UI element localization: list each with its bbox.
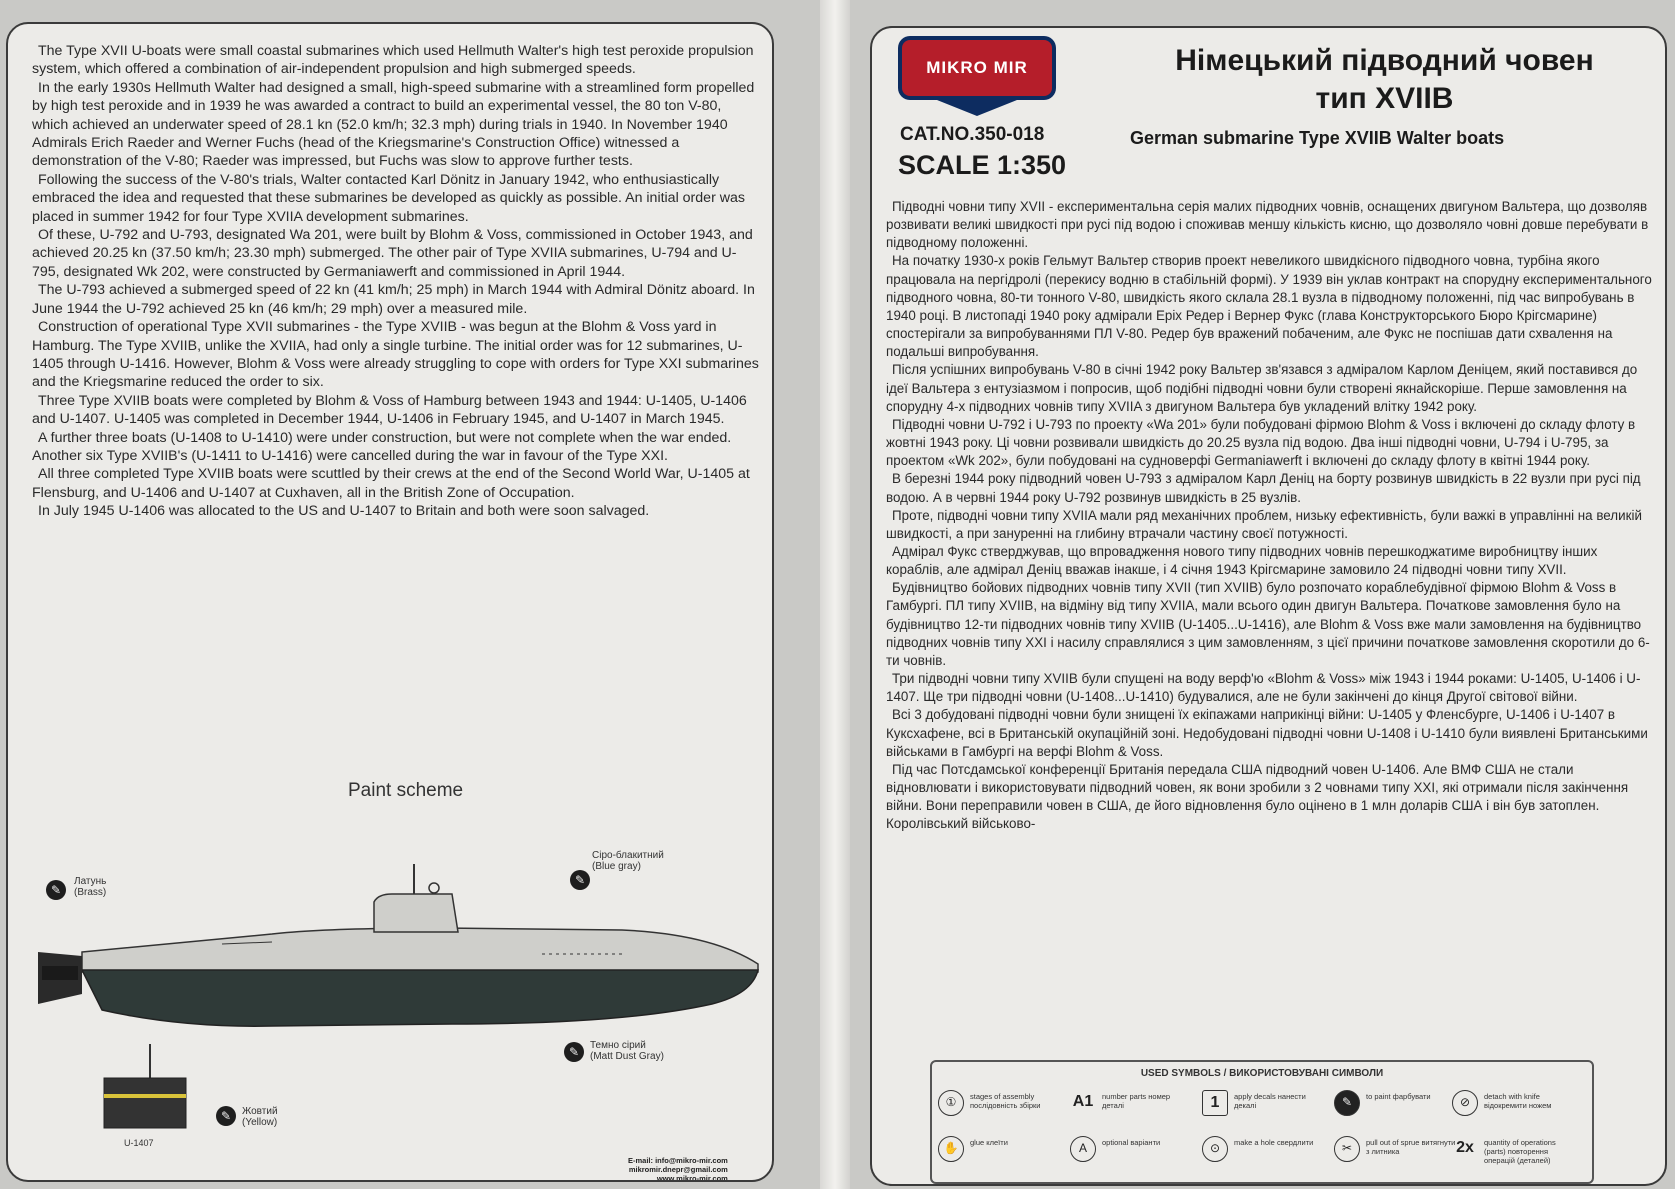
symbol-part-number: A1 number parts номер деталі bbox=[1070, 1088, 1220, 1118]
hull-upper bbox=[82, 928, 758, 972]
symbol-glue: ✋ glue клеїти bbox=[938, 1134, 1088, 1164]
legend-darkgray: Темно сірий (Matt Dust Gray) bbox=[590, 1040, 664, 1062]
paint-dot-brass: ✎ bbox=[46, 880, 66, 900]
mikro-mir-logo: MIKRO MIR bbox=[902, 40, 1052, 96]
quantity-icon: 2x bbox=[1456, 1139, 1474, 1156]
paragraph: The U-793 achieved a submerged speed of 22 kn (41 km/h; 25 mph) in March 1944 with Admiral Dönitz aboard. In June 1944 the U-792 achieved 25 kn (46 km/h; 29 mph) over a measured mile. bbox=[32, 282, 755, 317]
glue-icon: ✋ bbox=[938, 1136, 964, 1162]
antenna-ring bbox=[429, 883, 439, 893]
used-symbols-box bbox=[930, 1060, 1594, 1184]
paint-dot-bluegray: ✎ bbox=[570, 870, 590, 890]
english-text bbox=[32, 42, 760, 521]
decal-icon: 1 bbox=[1202, 1090, 1228, 1116]
symbol-quantity: 2x quantity of operations (parts) повторення операцій (деталей) bbox=[1452, 1134, 1602, 1164]
paragraph: In July 1945 U-1406 was allocated to the US and U-1407 to Britain and both were soon salvaged. bbox=[38, 503, 650, 520]
optional-icon: A bbox=[1070, 1136, 1096, 1162]
stage-icon: ① bbox=[938, 1090, 964, 1116]
paragraph: A further three boats (U-1408 to U-1410) were under construction, but were not complete when the war ended. Another six Type XVIIB's (U-1411 to U-1416) were cancelled during the war in favour of the Type XXI. bbox=[32, 429, 732, 464]
legend-yellow: Жовтий (Yellow) bbox=[242, 1106, 278, 1128]
paragraph: Будівництво бойових підводних човнів типу XVII (тип XVIIB) було розпочато кораблебудівної фірмою Blohm & Voss в Гамбургі. ПЛ типу XVIIB, на відміну від типу XVIIA, мали всього один двигун Вальтера. Початкове замовлення було на будівництво 12-ти підводних човнів типу XVIIB (U-1405...U-1416), але Blohm & Voss вже мали замовлення на будівництво підводних човнів типу XXI і насилу справлялися з цим замовленням, з цієї причини початкове замовлення скоротили до 6-ти човнів. bbox=[886, 580, 1650, 668]
symbol-decals: 1 apply decals нанести декалі bbox=[1202, 1088, 1352, 1118]
contact-info: E-mail: info@mikro-mir.com mikromir.dnepr@gmail.com www.mikro-mir.com bbox=[628, 1156, 728, 1182]
paragraph: In the early 1930s Hellmuth Walter had designed a small, high-speed submarine with a streamlined form propelled by high test peroxide and in 1939 he was awarded a contract to build an experimental vessel, the 80 ton V-80, which achieved an underwater speed of 28.1 kn (52.0 km/h; 32.3 mph) during trials in 1940. In November 1940 Admirals Erich Raeder and Werner Fuchs (head of the Kriegsmarine's Construction Office) witnessed a demonstration of the V-80; Raeder was impressed, but Fuchs was slow to approve further tests. bbox=[32, 79, 755, 170]
paint-dot-yellow: ✎ bbox=[216, 1106, 236, 1126]
paragraph: Після успішних випробувань V-80 в січні 1942 року Вальтер зв'язався з адміралом Карлом Деніцем, який поставився до ідеї Вальтера з ентузіазмом і попросив, щоб подібні підводні човни були створені якнайскоріше. Перше замовлення на спорудну 4-х підводних човнів типу XVIIA з двигуном Вальтера був укладений влітку 1942 року. bbox=[886, 362, 1638, 414]
symbols-title: USED SYMBOLS / ВИКОРИСТОВУВАНІ СИМВОЛИ bbox=[1140, 1068, 1384, 1079]
symbol-optional: A optional варіанти bbox=[1070, 1134, 1220, 1164]
paragraph: Construction of operational Type XVII submarines - the Type XVIIB - was begun at the Blohm & Voss yard in Hamburg. The Type XVIIB, unlike the XVIIA, had only a single turbine. The initial order was for 12 submarines, U-1405 through U-1416. However, Blohm & Voss were already struggling to cope with orders for Type XXI submarines and the Kriegsmarine reduced the order to six. bbox=[32, 319, 759, 391]
paint-icon: ✎ bbox=[1334, 1090, 1360, 1116]
symbol-sprue: ✂ pull out of sprue витягнути з литника bbox=[1334, 1134, 1484, 1164]
legend-bluegray: Сіро-блакитний (Blue gray) bbox=[592, 850, 664, 872]
knife-icon: ⊘ bbox=[1452, 1090, 1478, 1116]
catalog-number: CAT.NO.350-018 bbox=[900, 124, 1045, 145]
conning-tower-inset bbox=[98, 1042, 198, 1134]
symbol-stages: ① stages of assembly послідовність збірки bbox=[938, 1088, 1088, 1118]
logo-ribbon bbox=[927, 96, 1027, 116]
paragraph: Following the success of the V-80's trials, Walter contacted Karl Dönitz in January 1942, who enthusiastically embraced the idea and requested that these submarines be developed as quickly as possible. An initial order was placed in summer 1942 for four Type XVIIA development submarines. bbox=[32, 171, 745, 225]
paragraph: Під час Потсдамської конференції Британія передала США підводний човен U-1406. Але ВМФ США не стали відновлювати і використовувати підводний човен, як вони зробили з 2 човнами типу XXI, які отримали після закінчення війни. Вони переправили човен в США, де його відновлення було оцінено в 1 млн доларів США і він був затоплен. Королівський військово- bbox=[886, 761, 1629, 832]
symbol-paint: ✎ to paint фарбувати bbox=[1334, 1088, 1484, 1118]
paragraph: Адмірал Фукс стверджував, що впровадження нового типу підводних човнів перешкоджатиме виробництву інших кораблів, але адмірал Деніц вважав інакше, і 4 січня 1943 Крігсмарине замовило 24 підводні човни типу XVII. bbox=[886, 543, 1598, 578]
paragraph: The Type XVII U-boats were small coastal submarines which used Hellmuth Walter's high test peroxide propulsion system, which offered a combination of air-independent propulsion and high submerged speeds. bbox=[32, 43, 754, 78]
scale: SCALE 1:350 bbox=[898, 150, 1067, 180]
paragraph: Of these, U-792 and U-793, designated Wa 201, were built by Blohm & Voss, commissioned in October 1943, and achieved 20.25 kn (37.50 km/h; 23.30 mph) submerged. The other pair of Type XVIIA submarines, U-794 and U-795, designated Wk 202, were constructed by Germaniawerft and commissioned in April 1944. bbox=[32, 227, 753, 280]
paragraph: Всі 3 добудовані підводні човни були знищені їх екіпажами наприкінці війни: U-1405 у Фленсбурге, U-1406 і U-1407 в Куксхафене, всі в Британській окупаційній зоні. Недобудовані підводні човни U-1408 і U-1410 були виявлені Британськими військами в Гамбургі на верфі Blohm & Voss. bbox=[886, 707, 1648, 759]
paragraph: All three completed Type XVIIB boats were scuttled by their crews at the end of the Second World War, U-1405 at Flensburg, and U-1406 and U-1407 at Cuxhaven, all in the British Zone of Occupation. bbox=[32, 466, 750, 501]
paragraph: Три підводні човни типу XVIIB були спущені на воду верф'ю «Blohm & Voss» між 1943 і 1944 роками: U-1405, U-1406 і U-1407. Ще три підводні човни (U-1408...U-1410) будувалися, але не були закінчені до кінця Другої світової війни. bbox=[886, 671, 1641, 705]
paragraph: В березні 1944 року підводний човен U-793 з адміралом Карл Деніц на борту розвинув швидкість в 22 вузли при русі під водою. А в червні 1944 року U-792 розвинув швидкість в 25 вузлів. bbox=[886, 471, 1641, 505]
part-number-icon: A1 bbox=[1072, 1093, 1094, 1110]
conning-tower bbox=[374, 894, 458, 932]
symbol-drill: ⊙ make a hole свердлити bbox=[1202, 1134, 1352, 1164]
paragraph: Підводні човни U-792 і U-793 по проекту «Wa 201» були побудовані фірмою Blohm & Voss і включені до складу флоту в жовтні 1943 року. Ці човни розвивали швидкість до 20.25 вузла під водою. Два інші підводні човни, U-794 і U-795, за проектом «Wk 202», були побудовані на судноверфі Germaniawerft і включені до складу флоту в квітні 1944 року. bbox=[886, 416, 1636, 469]
paint-scheme-title: Paint scheme bbox=[348, 780, 464, 801]
symbol-knife: ⊘ detach with knife відокремити ножем bbox=[1452, 1088, 1602, 1118]
paint-dot-darkgray: ✎ bbox=[564, 1042, 584, 1062]
legend-brass: Латунь (Brass) bbox=[74, 876, 107, 898]
ukrainian-text bbox=[886, 198, 1654, 833]
paragraph: Three Type XVIIB boats were completed by Blohm & Voss of Hamburg between 1943 and 1944: U-1405, U-1406 and U-1407. U-1405 was completed in December 1944, U-1406 in February 1945, and U-1407 in March 1945. bbox=[32, 392, 747, 428]
paragraph: Проте, підводні човни типу XVIIA мали ряд механічних проблем, низьку ефективність, були важкі в управлінні на великій швидкості, а при зануренні на глибину втрачали частину своєї потужності. bbox=[886, 507, 1642, 541]
inset-label: U-1407 bbox=[124, 1138, 154, 1148]
drill-icon: ⊙ bbox=[1202, 1136, 1228, 1162]
ukrainian-page bbox=[870, 26, 1667, 1186]
paragraph: На початку 1930-х років Гельмут Вальтер створив проект невеликого швидкісного підводного човна, турбіна якого працювала на пергідролі (перекису водню в стабільній формі). У 1939 він уклав контракт на спорудну експериментального підводного човна, 80-ти тонного V-80, швидкість якого склала 28.1 вузла в підводному положенні, під час випробувань в 1940 році. В листопаді 1940 року адмірали Еріх Редер і Вернер Фукс (глава Конструкторського Бюро Крігсмарине) спостерігали за випробуваннями ПЛ V-80. Редер був вражений побаченим, але Фукс не поспішав дати схвалення на подальші випробування. bbox=[886, 253, 1652, 360]
submarine-profile bbox=[22, 844, 762, 1044]
hull-lower bbox=[82, 970, 758, 1026]
page-fold bbox=[820, 0, 850, 1189]
sprue-icon: ✂ bbox=[1334, 1136, 1360, 1162]
subtitle-english: German submarine Type XVIIB Walter boats bbox=[1130, 128, 1505, 148]
title-ukrainian: Німецький підводний човен тип XVIIB bbox=[1175, 44, 1594, 115]
english-page bbox=[6, 22, 774, 1182]
paragraph: Підводні човни типу XVII - експериментальна серія малих підводних човнів, оснащених двигуном Вальтера, що дозволяв розвивати великі швидкості при русі під водою і споживав меншу кількість кисню, що дозволяло човні довше перебувати в підводному положенні. bbox=[886, 199, 1649, 251]
propeller bbox=[42, 966, 78, 980]
